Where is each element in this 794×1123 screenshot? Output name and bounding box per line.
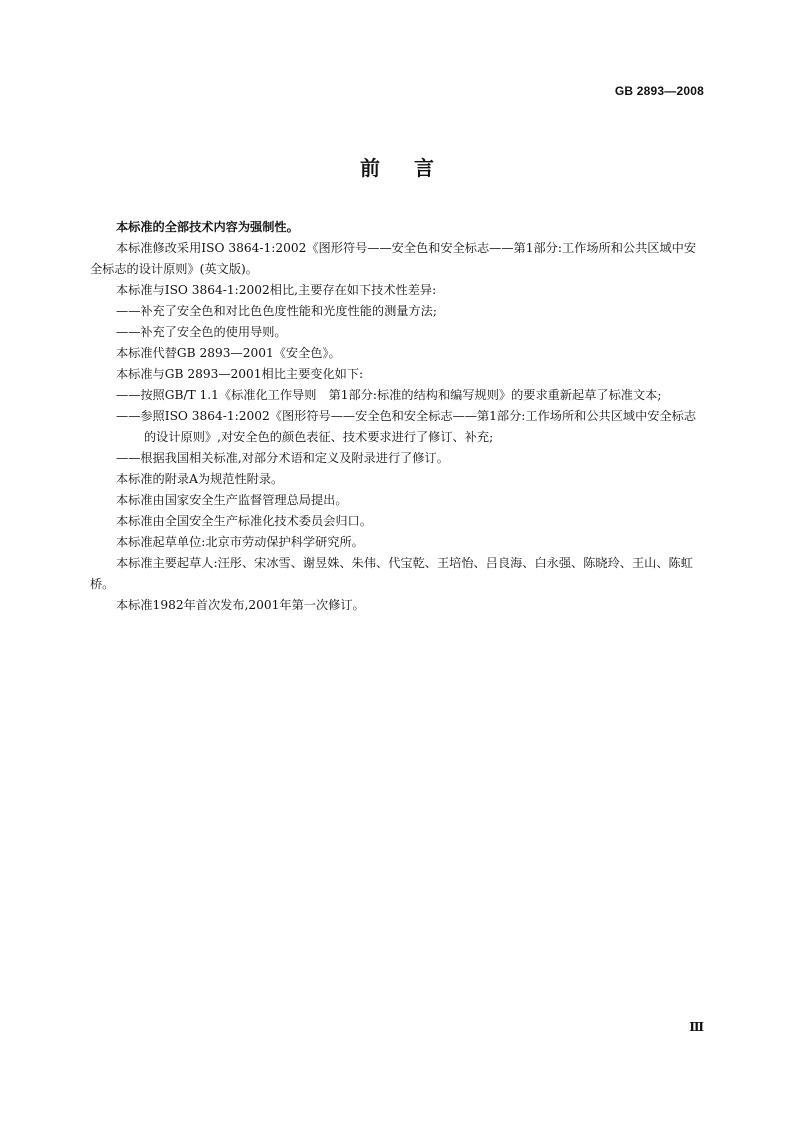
paragraph-annex: 本标准的附录A为规范性附录。: [116, 472, 284, 486]
paragraph-drafting-unit: 本标准起草单位:北京市劳动保护科学研究所。: [116, 535, 364, 549]
list-item-change-1: ——按照GB/T 1.1《标准化工作导则 第1部分:标准的结构和编写规则》的要求重新起草了标准文本;: [116, 388, 662, 402]
page-number: Ⅲ: [689, 1020, 704, 1034]
paragraph-managed-by: 本标准由全国安全生产标准化技术委员会归口。: [116, 514, 372, 528]
paragraph-history: 本标准1982年首次发布,2001年第一次修订。: [116, 598, 365, 612]
paragraph-drafters: 本标准主要起草人:汪彤、宋冰雪、谢昱姝、朱伟、代宝乾、王培怡、吕良海、白永强、陈晓玲、王山、陈虹桥。: [90, 556, 693, 591]
standard-code: GB 2893—2008: [614, 84, 704, 98]
paragraph-differences-intro: 本标准与ISO 3864-1:2002相比,主要存在如下技术性差异:: [116, 283, 437, 297]
list-item-change-2: ——参照ISO 3864-1:2002《图形符号——安全色和安全标志——第1部分:工作场所和公共区域中安全标志的设计原则》,对安全色的颜色表征、技术要求进行了修订、补充;: [116, 409, 697, 444]
paragraph-replaces: 本标准代替GB 2893—2001《安全色》。: [116, 346, 341, 360]
page-title: 前言: [360, 156, 468, 180]
foreword-body: [90, 217, 704, 616]
paragraph-adoption: 本标准修改采用ISO 3864-1:2002《图形符号——安全色和安全标志——第1部分:工作场所和公共区域中安全标志的设计原则》(英文版)。: [90, 241, 697, 276]
list-item-difference-1: ——补充了安全色和对比色色度性能和光度性能的测量方法;: [116, 304, 437, 318]
paragraph-proposed-by: 本标准由国家安全生产监督管理总局提出。: [116, 493, 348, 507]
paragraph-changes-intro: 本标准与GB 2893—2001相比主要变化如下:: [116, 367, 364, 381]
list-item-change-3: ——根据我国相关标准,对部分术语和定义及附录进行了修订。: [116, 451, 449, 465]
paragraph-mandatory-statement: 本标准的全部技术内容为强制性。: [116, 220, 299, 234]
list-item-difference-2: ——补充了安全色的使用导则。: [116, 325, 287, 339]
